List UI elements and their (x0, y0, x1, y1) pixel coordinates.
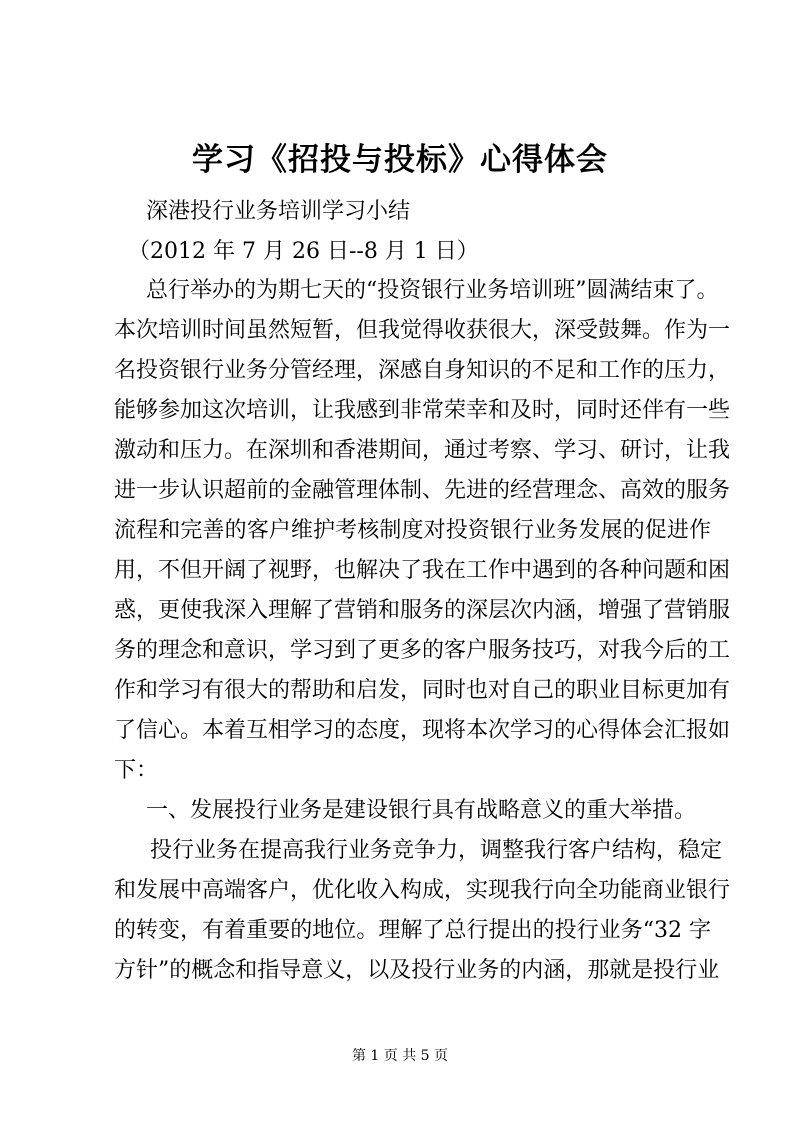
paragraph-line: 惑，更使我深入理解了营销和服务的深层次内涵，增强了营销服 (114, 598, 731, 623)
paragraph-line: 作和学习有很大的帮助和启发，同时也对自己的职业目标更加有 (114, 678, 731, 703)
paragraph-line: 下： (114, 758, 159, 783)
paragraph-line: 方针”的概念和指导意义，以及投行业务的内涵，那就是投行业 (114, 958, 720, 983)
paragraph-line: 能够参加这次培训，让我感到非常荣幸和及时，同时还伴有一些 (114, 398, 731, 423)
document-subtitle: 深港投行业务培训学习小结 (146, 199, 411, 224)
paragraph-line: 和发展中高端客户，优化收入构成，实现我行向全功能商业银行 (114, 878, 731, 903)
section-heading: 一、发展投行业务是建设银行具有战略意义的重大举措。 (146, 798, 697, 823)
page-footer: 第 1 页 共 5 页 (351, 1048, 449, 1064)
document-date-range: （2012 年 7 月 26 日--8 月 1 日） (128, 239, 479, 264)
paragraph-line: 本次培训时间虽然短暂，但我觉得收获很大，深受鼓舞。作为一 (114, 318, 731, 343)
paragraph-line: 务的理念和意识，学习到了更多的客户服务技巧，对我今后的工 (114, 638, 731, 663)
paragraph-line: 名投资银行业务分管经理，深感自身知识的不足和工作的压力， (114, 358, 731, 383)
paragraph-line: 的转变，有着重要的地位。理解了总行提出的投行业务“32 字 (114, 918, 711, 943)
paragraph-line: 进一步认识超前的金融管理体制、先进的经营理念、高效的服务 (114, 478, 731, 503)
paragraph-line: 投行业务在提高我行业务竞争力，调整我行客户结构，稳定 (150, 838, 723, 863)
paragraph-line: 总行举办的为期七天的“投资银行业务培训班”圆满结束了。 (146, 278, 719, 303)
paragraph-line: 了信心。本着互相学习的态度，现将本次学习的心得体会汇报如 (114, 718, 731, 743)
paragraph-line: 用，不但开阔了视野，也解决了我在工作中遇到的各种问题和困 (114, 558, 731, 583)
paragraph-line: 激动和压力。在深圳和香港期间，通过考察、学习、研讨，让我 (114, 438, 731, 463)
document-title: 学习《招投与投标》心得体会 (192, 142, 608, 178)
paragraph-line: 流程和完善的客户维护考核制度对投资银行业务发展的促进作 (114, 518, 711, 543)
